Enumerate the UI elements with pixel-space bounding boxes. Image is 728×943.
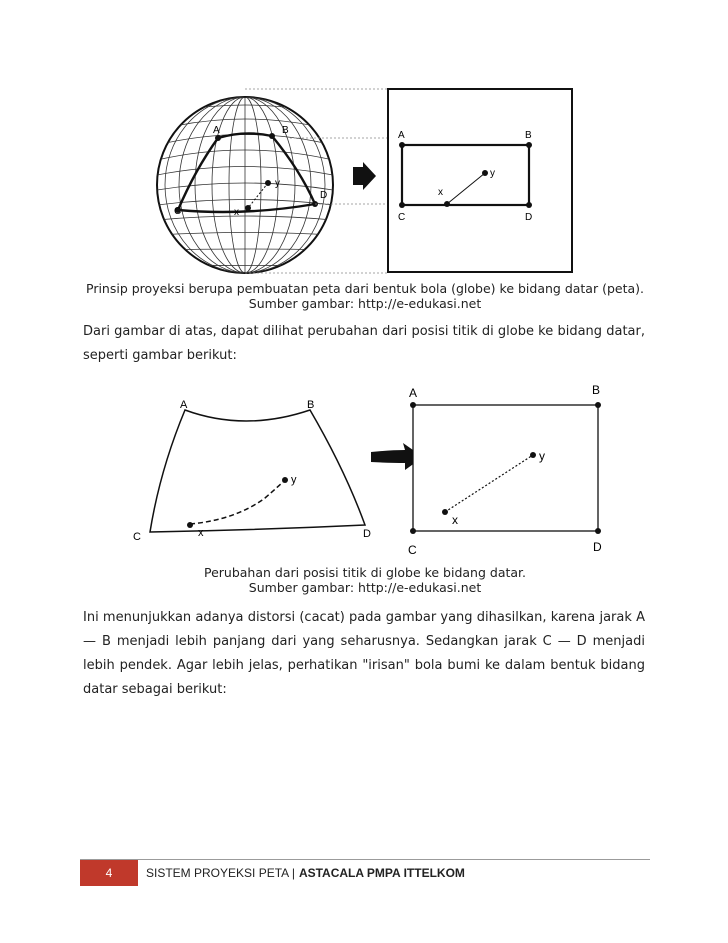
- globe-graphic: [157, 97, 333, 273]
- globe-label-d: D: [320, 190, 328, 201]
- paragraph-2: Ini menunjukkan adanya distorsi (cacat) pada gambar yang dihasilkan, karena jarak A — B menjadi lebih panjang dari yang seharusnya. Sedangkan jarak C — D menjadi lebih pendek. Agar lebih jelas, perhatikan "irisan" bola bumi ke dalam bentuk bidang datar sebagai berikut:: [83, 610, 645, 697]
- right-arrow-icon: [353, 162, 376, 190]
- globe-label-x: x: [234, 207, 239, 218]
- curved-label-b: B: [307, 399, 315, 411]
- map-label-c: C: [398, 212, 406, 223]
- map-label-b: B: [525, 130, 532, 141]
- figure1-caption-line2: Sumber gambar: http://e-edukasi.net: [248, 296, 482, 311]
- flat-label-c: C: [408, 543, 417, 557]
- globe-label-b: B: [282, 125, 289, 136]
- flat-label-b: B: [592, 383, 601, 397]
- flat-label-d: D: [593, 540, 602, 554]
- footer-doc-title: SISTEM PROYEKSI PETA |: [146, 866, 295, 880]
- footer-org: ASTACALA PMPA ITTELKOM: [298, 866, 465, 880]
- page-number: 4: [80, 860, 138, 886]
- curved-label-c: C: [133, 531, 141, 543]
- curved-patch-graphic: [133, 399, 371, 543]
- distortion-figure: [125, 380, 625, 560]
- footer-title: [146, 860, 465, 886]
- map-label-a: A: [398, 130, 405, 141]
- globe-label-c: C: [174, 206, 182, 217]
- curved-label-a: A: [180, 399, 188, 411]
- globe-projection-figure: [150, 80, 590, 275]
- map-label-y: y: [490, 168, 495, 179]
- paragraph-1: Dari gambar di atas, dapat dilihat perubahan dari posisi titik di globe ke bidang datar, seperti gambar berikut:: [83, 324, 645, 363]
- figure1-caption-line1: Prinsip proyeksi berupa pembuatan peta dari bentuk bola (globe) ke bidang datar (peta).: [86, 281, 644, 296]
- curved-label-x: x: [198, 527, 204, 539]
- flat-label-x: x: [452, 513, 458, 527]
- map-label-d: D: [525, 212, 533, 223]
- flat-rectangle-graphic: [408, 383, 602, 557]
- globe-label-y: y: [275, 178, 280, 189]
- map-label-x: x: [438, 187, 443, 198]
- figure1-caption: [80, 281, 650, 311]
- figure2-caption-line1: Perubahan dari posisi titik di globe ke bidang datar.: [203, 565, 527, 580]
- flat-map-graphic: [388, 89, 572, 272]
- figure2-caption-line2: Sumber gambar: http://e-edukasi.net: [248, 580, 482, 595]
- curved-label-d: D: [363, 528, 371, 540]
- flat-label-y: y: [539, 449, 545, 463]
- flat-label-a: A: [409, 386, 418, 400]
- figure2-caption: [80, 565, 650, 595]
- globe-label-a: A: [213, 125, 220, 136]
- curved-label-y: y: [291, 474, 297, 486]
